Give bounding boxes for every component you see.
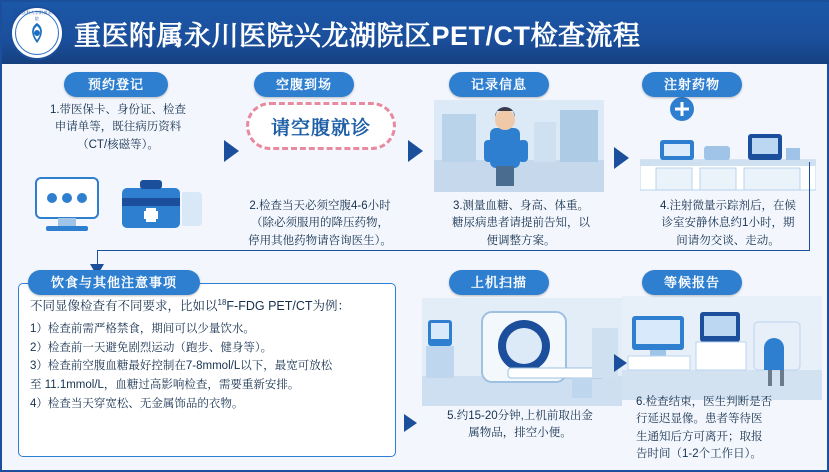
injection-room-icon bbox=[640, 124, 816, 199]
step-text-6: 6.检查结束，医生判断是否 行延迟显像。患者等待医 生通知后方可离开；取报 告时间（1-2个工作日）。 bbox=[636, 396, 773, 460]
notes-item-1: 1）检查前需严格禁食，期间可以少量饮水。 bbox=[30, 323, 255, 335]
step-text-5: 5.约15-20分钟,上机前取出金 属物品，排空小便。 bbox=[447, 410, 593, 440]
notes-item-3-cont: 至 11.1mmol/L，血糖过高影响检查，需要重新安排。 bbox=[30, 378, 300, 391]
step-label-2[interactable]: 空腹到场 bbox=[254, 72, 354, 97]
connector-horizontal bbox=[97, 250, 810, 251]
fasting-banner-icon bbox=[246, 102, 396, 150]
step-text-2: 2.检查当天必须空腹4-6小时 （除必须服用的降压药物， 停用其他药物请咨询医生）。 bbox=[248, 200, 392, 247]
step-label-5[interactable]: 上机扫描 bbox=[449, 270, 549, 295]
waiting-room-icon bbox=[622, 296, 822, 405]
notes-item-3: 3）检查前空腹血糖最好控制在7-8mmol/L以下，最宽可放松 bbox=[30, 360, 333, 373]
registration-desk-icon bbox=[30, 172, 210, 239]
arrow-notes-to-step5 bbox=[404, 414, 417, 432]
notes-label[interactable]: 饮食与其他注意事项 bbox=[28, 270, 200, 295]
arrow-step1-to-step2 bbox=[224, 140, 239, 162]
step-text-3: 3.测量血糖、身高、体重。 糖尿病患者请提前告知，以 便调整方案。 bbox=[452, 200, 590, 247]
notes-item-4: 4）检查当天穿宽松、无金属饰品的衣物。 bbox=[30, 397, 244, 410]
arrow-step2-to-step3 bbox=[408, 140, 423, 162]
nurse-measuring-icon bbox=[434, 100, 604, 197]
step-label-6[interactable]: 等候报告 bbox=[642, 270, 742, 295]
fasting-banner-text: 请空腹就诊 bbox=[270, 117, 371, 139]
step-text-1: 1.带医保卡、身份证、检查 申请单等，既往病历资料 （CT/核磁等）。 bbox=[49, 104, 187, 151]
connector-vertical-right bbox=[809, 162, 810, 250]
step-label-1[interactable]: 预约登记 bbox=[64, 72, 168, 97]
step-text-4: 4.注射微量示踪剂后，在候 诊室安静休息约1小时，期 间请勿交谈、走动。 bbox=[659, 200, 797, 247]
logo-arc-text: 重庆医科大学附属永川医院 bbox=[13, 10, 61, 21]
arrow-step3-to-step4 bbox=[614, 147, 629, 169]
notes-intro-suffix: F-FDG PET/CT为例： bbox=[226, 299, 351, 313]
page-header bbox=[2, 2, 829, 64]
notes-intro bbox=[30, 296, 386, 314]
step-label-3[interactable]: 记录信息 bbox=[449, 72, 549, 97]
arrow-step5-to-step6 bbox=[614, 354, 627, 372]
petct-scanner-icon bbox=[422, 298, 622, 411]
notes-list bbox=[30, 320, 390, 413]
step-label-4[interactable]: 注射药物 bbox=[642, 72, 742, 97]
page-title: 重医附属永川医院兴龙湖院区PET/CT检查流程 bbox=[74, 20, 641, 51]
notes-item-2: 2）检查前一天避免剧烈运动（跑步、健身等）。 bbox=[30, 341, 273, 354]
notes-intro-prefix: 不同显像检查有不同要求，比如以 bbox=[30, 299, 218, 313]
notes-intro-sup: 18 bbox=[217, 297, 227, 307]
hospital-logo-icon bbox=[10, 6, 64, 60]
